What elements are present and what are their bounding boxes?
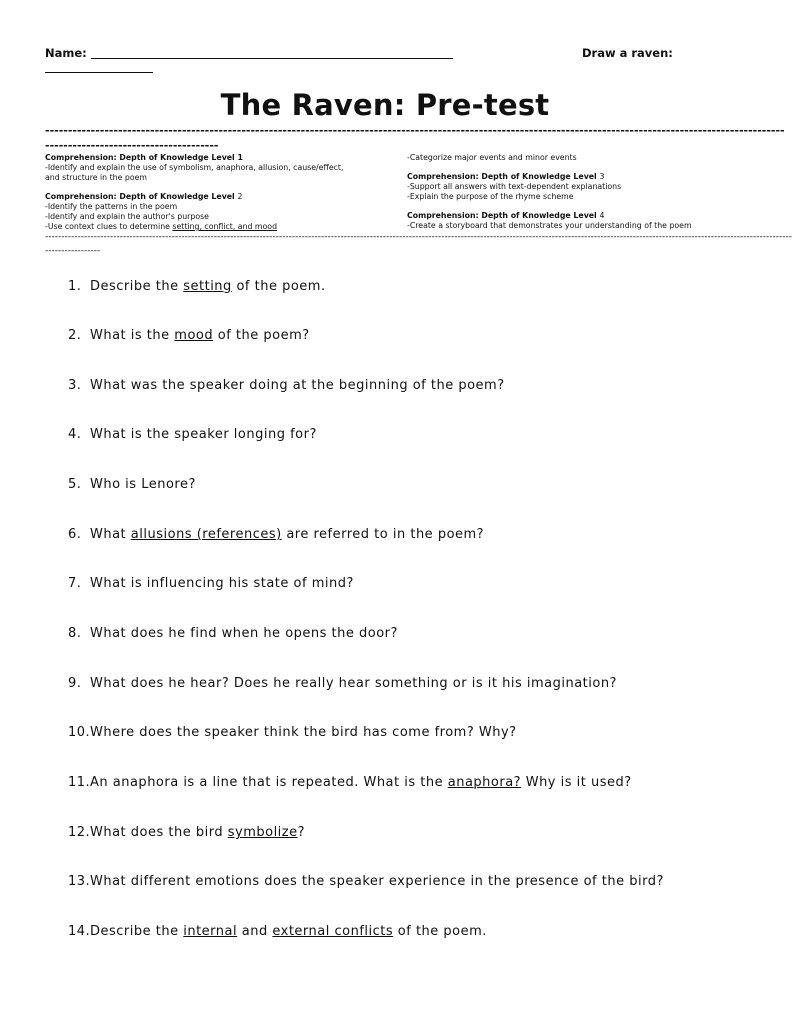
question-item: 3. What was the speaker doing at the beginning of the poem? [68,378,505,393]
question-item: 5. Who is Lenore? [68,477,196,492]
bottom-dashed-divider-wrap: ----------------- [45,246,101,256]
dok-level-1-line: -Identify and explain the use of symbolism, anaphora, allusion, cause/effect, [45,163,344,172]
question-item: 11.An anaphora is a line that is repeated. What is the anaphora? Why is it used? [68,775,632,790]
question-item: 1. Describe the setting of the poem. [68,279,326,294]
dok-level-1-heading: Comprehension: Depth of Knowledge Level 1 [45,153,243,162]
draw-raven-label: Draw a raven: [582,46,673,60]
dok-level-4-heading: Comprehension: Depth of Knowledge Level 4 [407,211,605,220]
dok-level-2-line: -Identify the patterns in the poem [45,202,178,211]
dok-level-3-line: -Support all answers with text-dependent explanations [407,182,622,191]
question-item: 10.Where does the speaker think the bird has come from? Why? [68,725,517,740]
draw-raven-answer-line[interactable] [45,72,153,73]
dok-level-1-line: and structure in the poem [45,173,147,182]
question-item: 13.What different emotions does the speaker experience in the presence of the bird? [68,874,664,889]
dok-level-1-continued-line: -Categorize major events and minor events [407,153,577,162]
name-label: Name: [45,46,87,60]
question-item: 6. What allusions (references) are referred to in the poem? [68,527,485,542]
dok-level-2-line: -Identify and explain the author's purpose [45,212,209,221]
dok-level-2-line: -Use context clues to determine setting, conflict, and mood [45,222,278,231]
question-item: 7. What is influencing his state of mind? [68,576,354,591]
page-title: The Raven: Pre-test [220,88,550,122]
dok-level-3-heading: Comprehension: Depth of Knowledge Level 3 [407,172,605,181]
name-answer-line[interactable] [91,58,453,59]
dok-level-4-line: -Create a storyboard that demonstrates your understanding of the poem [407,221,692,230]
question-item: 12.What does the bird symbolize? [68,825,306,840]
question-item: 14.Describe the internal and external conflicts of the poem. [68,924,487,939]
dok-left-column [45,153,395,232]
dok-level-3-line: -Explain the purpose of the rhyme scheme [407,192,574,201]
dok-level-2-heading: Comprehension: Depth of Knowledge Level 2 [45,192,243,201]
bottom-dashed-divider: -------------------------------------------------------------------------------------------------------------------------------------------------------------------------------------------------------------------------------------- [45,232,792,242]
top-dashed-divider: ------------------------------------------------------------------------------------------------------------------------------------------------------------------ [45,124,785,137]
question-item: 8. What does he find when he opens the door? [68,626,398,641]
dok-right-column [407,153,737,231]
question-item: 9. What does he hear? Does he really hear something or is it his imagination? [68,676,617,691]
question-item: 4. What is the speaker longing for? [68,427,317,442]
question-item: 2. What is the mood of the poem? [68,328,310,343]
top-dashed-divider-wrap: -------------------------------------- [45,139,219,152]
